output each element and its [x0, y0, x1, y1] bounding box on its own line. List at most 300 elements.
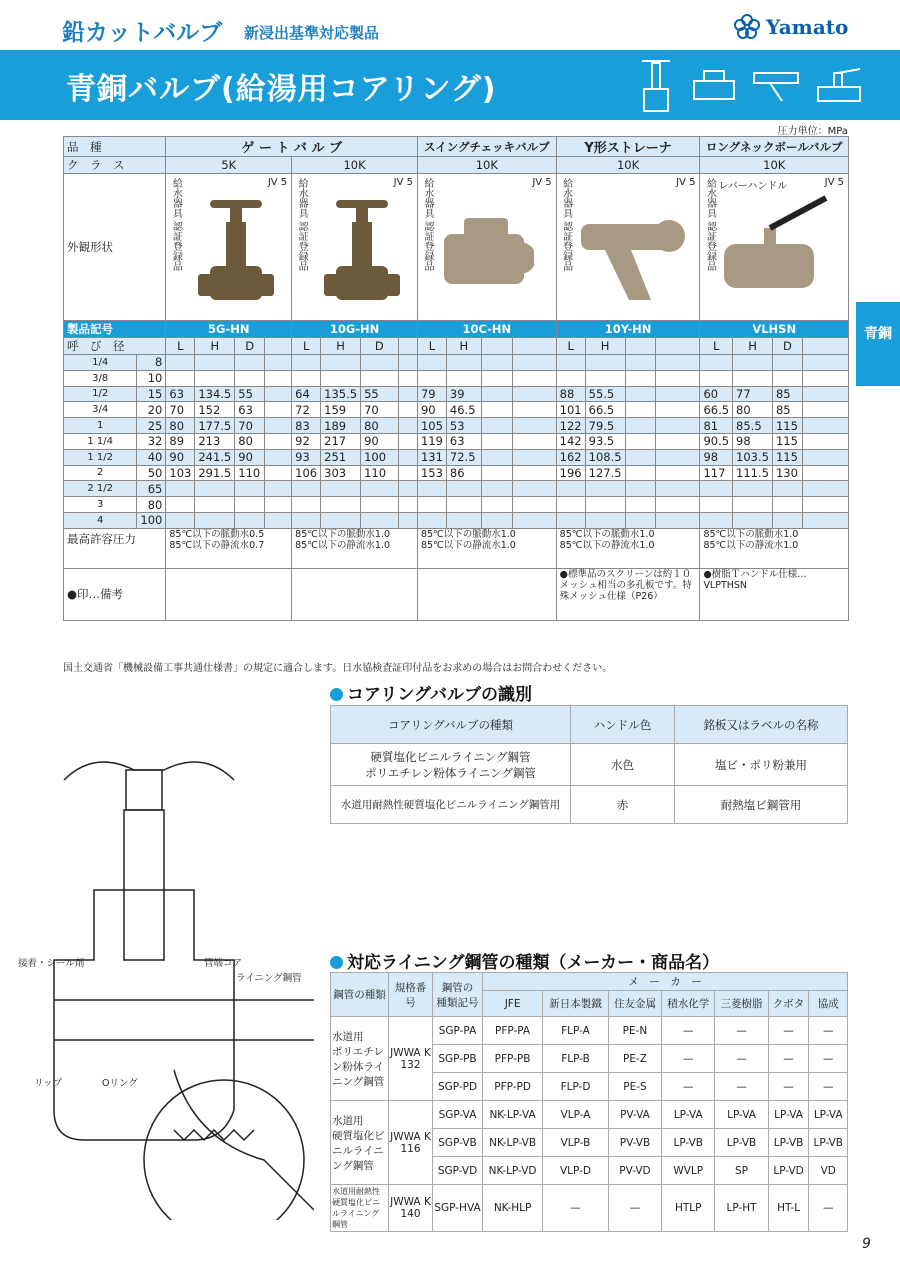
- maker-header: 新日本製鐵: [543, 991, 609, 1017]
- label-oring: Oリング: [102, 1078, 138, 1089]
- pipe-cell: WVLP: [662, 1157, 715, 1185]
- dim-value: 80: [733, 402, 773, 418]
- col-header: ハンドル色: [571, 706, 675, 744]
- pipe-cell: HT-L: [768, 1185, 809, 1232]
- size-row: [64, 370, 849, 386]
- dim-header: H: [195, 338, 235, 355]
- size-rows: [64, 355, 849, 529]
- dim-value: 89: [166, 433, 195, 449]
- dim-value: 100: [361, 449, 399, 465]
- class-value: 5K: [166, 157, 292, 174]
- photo-cell: [700, 174, 849, 321]
- dim-value: 251: [321, 449, 361, 465]
- dim-value: 90.5: [700, 433, 733, 449]
- class-value: 10K: [556, 157, 700, 174]
- dim-value: 110: [235, 465, 265, 481]
- size-mm: 32: [137, 433, 166, 449]
- pipe-cell: VLP-A: [543, 1101, 609, 1129]
- dim-value: 93: [292, 449, 321, 465]
- coring-table: [330, 705, 848, 824]
- pipe-cell: —: [809, 1017, 848, 1045]
- max-pressure: 85℃以下の脈動水0.5 85℃以下の静流水0.7: [166, 528, 292, 568]
- dim-value: 79.5: [585, 418, 625, 434]
- pipe-cell: PFP-PA: [483, 1017, 543, 1045]
- dim-value: 90: [166, 449, 195, 465]
- pipes-heading-text: 対応ライニング鋼管の種類（メーカー・商品名）: [347, 953, 720, 973]
- dim-value: 103.5: [733, 449, 773, 465]
- row-label-seihin: 製品記号: [64, 321, 166, 338]
- row-label-maxp: 最高許容圧力: [64, 528, 166, 568]
- dim-value: 60: [700, 386, 733, 402]
- dim-value: 86: [446, 465, 481, 481]
- jv-label: JV 5: [532, 177, 552, 188]
- size-inch: 1: [64, 418, 137, 434]
- pipe-cell: LP-VD: [768, 1157, 809, 1185]
- product-code: VLHSN: [700, 321, 849, 338]
- pipe-cell: PV-VD: [608, 1157, 661, 1185]
- size-mm: 40: [137, 449, 166, 465]
- dim-header: L: [292, 338, 321, 355]
- pipe-cell: SGP-PD: [433, 1073, 483, 1101]
- row-label-hinshu: 品 種: [64, 137, 166, 157]
- pipe-cell: SGP-PB: [433, 1045, 483, 1073]
- pipe-cell: —: [809, 1045, 848, 1073]
- dim-value: 115: [772, 449, 802, 465]
- pipe-cell: LP-VA: [662, 1101, 715, 1129]
- dim-header: H: [585, 338, 625, 355]
- size-inch: 1 1/2: [64, 449, 137, 465]
- pipe-cell: —: [608, 1185, 661, 1232]
- jv-label: JV 5: [393, 177, 413, 188]
- dim-value: [625, 433, 656, 449]
- dim-value: 130: [772, 465, 802, 481]
- pipe-cell: PV-VB: [608, 1129, 661, 1157]
- dim-value: 55.5: [585, 386, 625, 402]
- product-code: 10C-HN: [417, 321, 556, 338]
- label-pipe: ライニング鋼管: [236, 973, 302, 984]
- valve-thumbnails: [636, 50, 864, 120]
- size-row: [64, 433, 849, 449]
- gate-valve-photo: [196, 194, 276, 314]
- dim-value: 80: [235, 433, 265, 449]
- dim-value: 98: [733, 433, 773, 449]
- type-check: スイングチェッキバルブ: [417, 137, 556, 157]
- dim-value: 63: [166, 386, 195, 402]
- pipe-cell: PFP-PB: [483, 1045, 543, 1073]
- ball-valve-icon: [814, 63, 864, 107]
- dim-header: L: [166, 338, 195, 355]
- size-inch: 3/4: [64, 402, 137, 418]
- size-mm: 20: [137, 402, 166, 418]
- maker-header: 三菱樹脂: [715, 991, 768, 1017]
- dim-value: 53: [446, 418, 481, 434]
- pipe-cell: VLP-B: [543, 1129, 609, 1157]
- standard-no: JWWA K 140: [389, 1185, 433, 1232]
- dim-value: 152: [195, 402, 235, 418]
- series-title: 鉛カットバルブ: [62, 20, 223, 46]
- max-pressure: 85℃以下の脈動水1.0 85℃以下の静流水1.0: [417, 528, 556, 568]
- size-inch: 3: [64, 497, 137, 513]
- flower-icon: [734, 14, 760, 40]
- pipe-cell: —: [715, 1045, 768, 1073]
- pipe-type: 水道用 ポリエチレン粉体ライニング鋼管: [331, 1017, 389, 1101]
- size-inch: 2: [64, 465, 137, 481]
- check-valve-icon: [690, 65, 738, 105]
- dim-header: L: [417, 338, 446, 355]
- maker-header: 積水化学: [662, 991, 715, 1017]
- dim-value: 93.5: [585, 433, 625, 449]
- label-core: 管端コア: [204, 958, 243, 969]
- size-mm: 10: [137, 370, 166, 386]
- size-row: [64, 402, 849, 418]
- dim-header: D: [235, 338, 265, 355]
- footnote: 国土交通省「機械設備工事共通仕様書」の規定に適合します。日水協検査証印付品をお求めの場合はお問合わせください。: [63, 663, 613, 674]
- size-mm: 25: [137, 418, 166, 434]
- dim-value: [481, 449, 512, 465]
- pipe-cell: PE-S: [608, 1073, 661, 1101]
- dim-value: 85: [772, 402, 802, 418]
- pipe-cell: SGP-HVA: [433, 1185, 483, 1232]
- pipe-cell: LP-VB: [662, 1129, 715, 1157]
- pipe-cell: PE-Z: [608, 1045, 661, 1073]
- size-row: [64, 465, 849, 481]
- pipe-cell: SGP-VD: [433, 1157, 483, 1185]
- max-pressure: 85℃以下の脈動水1.0 85℃以下の静流水1.0: [556, 528, 700, 568]
- pipe-cell: NK-LP-VA: [483, 1101, 543, 1129]
- jv-label: JV 5: [824, 177, 844, 188]
- dim-value: 90: [235, 449, 265, 465]
- dim-value: [625, 418, 656, 434]
- pipe-cell: —: [809, 1185, 848, 1232]
- size-mm: 100: [137, 512, 166, 528]
- dim-value: 115: [772, 418, 802, 434]
- pipe-cell: NK-LP-VD: [483, 1157, 543, 1185]
- col-header: 銘板又はラベルの名称: [675, 706, 848, 744]
- standard-no: JWWA K 116: [389, 1101, 433, 1185]
- class-value: 10K: [417, 157, 556, 174]
- size-mm: 80: [137, 497, 166, 513]
- pipe-cell: VD: [809, 1157, 848, 1185]
- dim-value: 117: [700, 465, 733, 481]
- dim-value: 291.5: [195, 465, 235, 481]
- photo-cell: [292, 174, 418, 321]
- cert-label: 給水器具 認証登録品: [560, 178, 572, 272]
- pipe-cell: LP-HT: [715, 1185, 768, 1232]
- pipe-cell: LP-VB: [715, 1129, 768, 1157]
- top-band: [0, 0, 900, 50]
- check-valve-photo: [434, 204, 534, 314]
- side-tab: 青銅: [856, 302, 900, 386]
- dim-value: 153: [417, 465, 446, 481]
- dim-value: 134.5: [195, 386, 235, 402]
- cell: 耐熱塩ビ鋼管用: [675, 786, 848, 824]
- dim-value: 83: [292, 418, 321, 434]
- pipe-cell: —: [662, 1073, 715, 1101]
- pipe-cell: —: [809, 1073, 848, 1101]
- remark: ●標準品のスクリーンは約１０メッシュ相当の多孔板です。特殊メッシュ仕様（P26）: [556, 568, 700, 620]
- photo-cell: [417, 174, 556, 321]
- dim-value: 101: [556, 402, 585, 418]
- col-header: コアリングバルブの種類: [331, 706, 571, 744]
- size-mm: 65: [137, 481, 166, 497]
- photo-cell: [556, 174, 700, 321]
- pipe-cell: —: [543, 1185, 609, 1232]
- pipe-cell: PV-VA: [608, 1101, 661, 1129]
- size-row: [64, 512, 849, 528]
- dim-value: 70: [235, 418, 265, 434]
- coring-heading: [330, 680, 532, 705]
- size-inch: 3/8: [64, 370, 137, 386]
- strainer-photo: [575, 204, 685, 314]
- size-inch: 2 1/2: [64, 481, 137, 497]
- cell: 塩ビ・ポリ粉兼用: [675, 744, 848, 786]
- dim-value: 110: [361, 465, 399, 481]
- row-label-gaikan: 外観形状: [64, 174, 166, 321]
- size-mm: 15: [137, 386, 166, 402]
- col-header: 鋼管の種類: [331, 973, 389, 1017]
- cell: 水色: [571, 744, 675, 786]
- page-number: 9: [862, 1236, 871, 1252]
- remark: ●樹脂Ｔハンドル仕様…VLPTHSN: [700, 568, 849, 620]
- dim-value: 162: [556, 449, 585, 465]
- dim-header: D: [772, 338, 802, 355]
- dim-header: L: [556, 338, 585, 355]
- cert-label: 給水器具 認証登録品: [421, 178, 433, 272]
- pipe-cell: FLP-D: [543, 1073, 609, 1101]
- dim-value: 64: [292, 386, 321, 402]
- lever-label: レバーハンドル: [718, 181, 788, 192]
- product-code: 10G-HN: [292, 321, 418, 338]
- brand-logo: [734, 14, 848, 40]
- dim-value: 98: [700, 449, 733, 465]
- pipe-cell: LP-VA: [768, 1101, 809, 1129]
- dim-value: 115: [772, 433, 802, 449]
- dim-value: 177.5: [195, 418, 235, 434]
- size-row: [64, 481, 849, 497]
- pipe-cell: SGP-PA: [433, 1017, 483, 1045]
- col-header: メ ー カ ー: [483, 973, 848, 991]
- series-subtitle: 新浸出基準対応製品: [244, 24, 380, 42]
- dim-value: 108.5: [585, 449, 625, 465]
- class-value: 10K: [292, 157, 418, 174]
- coring-diagram: [14, 740, 314, 1224]
- dim-header: H: [446, 338, 481, 355]
- bullet-icon: [330, 956, 343, 969]
- dim-value: 217: [321, 433, 361, 449]
- pipe-cell: FLP-B: [543, 1045, 609, 1073]
- pipes-heading: [330, 948, 719, 973]
- type-strainer: Y形ストレーナ: [556, 137, 700, 157]
- size-row: [64, 418, 849, 434]
- dim-value: [625, 386, 656, 402]
- pipe-type: 水道用耐熱性硬質塩化ビニルライニング鋼管: [331, 1185, 389, 1232]
- dim-value: 80: [166, 418, 195, 434]
- jv-label: JV 5: [676, 177, 696, 188]
- bullet-icon: [330, 688, 343, 701]
- dim-value: 63: [235, 402, 265, 418]
- dim-value: 135.5: [321, 386, 361, 402]
- pipes-table: [330, 972, 848, 1232]
- pipe-cell: PE-N: [608, 1017, 661, 1045]
- pipe-cell: FLP-A: [543, 1017, 609, 1045]
- dim-value: 55: [361, 386, 399, 402]
- dim-value: 66.5: [700, 402, 733, 418]
- dim-value: 55: [235, 386, 265, 402]
- photo-cell: [166, 174, 292, 321]
- ball-valve-photo: [720, 188, 830, 298]
- cert-label: 給水器具 認証登録品: [170, 178, 182, 272]
- dim-value: 92: [292, 433, 321, 449]
- dim-value: 72.5: [446, 449, 481, 465]
- dim-value: 119: [417, 433, 446, 449]
- dim-value: 85: [772, 386, 802, 402]
- dim-value: 105: [417, 418, 446, 434]
- pipe-cell: —: [715, 1073, 768, 1101]
- dim-value: 77: [733, 386, 773, 402]
- dim-value: 103: [166, 465, 195, 481]
- row-label-class: ク ラ ス: [64, 157, 166, 174]
- max-pressure: 85℃以下の脈動水1.0 85℃以下の静流水1.0: [700, 528, 849, 568]
- dim-value: 189: [321, 418, 361, 434]
- standard-no: JWWA K 132: [389, 1017, 433, 1101]
- size-row: [64, 386, 849, 402]
- dim-value: 303: [321, 465, 361, 481]
- col-header: 規格番号: [389, 973, 433, 1017]
- dim-value: 70: [361, 402, 399, 418]
- size-inch: 1/2: [64, 386, 137, 402]
- pipe-type: 水道用 硬質塩化ビニルライニング鋼管: [331, 1101, 389, 1185]
- dim-value: 72: [292, 402, 321, 418]
- pipe-cell: —: [662, 1045, 715, 1073]
- dim-value: 213: [195, 433, 235, 449]
- type-gate: ゲ ー ト バ ル ブ: [166, 137, 418, 157]
- coring-heading-text: コアリングバルブの識別: [347, 685, 532, 705]
- pipe-cell: SGP-VB: [433, 1129, 483, 1157]
- dim-value: 90: [417, 402, 446, 418]
- gate-valve-icon: [636, 55, 676, 115]
- pipe-cell: SP: [715, 1157, 768, 1185]
- product-code: 10Y-HN: [556, 321, 700, 338]
- dim-value: [481, 433, 512, 449]
- dim-value: 142: [556, 433, 585, 449]
- cell: 水道用耐熱性硬質塩化ビニルライニング鋼管用: [331, 786, 571, 824]
- remark: [292, 568, 418, 620]
- dim-value: [481, 386, 512, 402]
- class-value: 10K: [700, 157, 849, 174]
- dim-value: 196: [556, 465, 585, 481]
- dim-value: [625, 465, 656, 481]
- pipe-cell: LP-VB: [809, 1129, 848, 1157]
- cell: 赤: [571, 786, 675, 824]
- size-row: [64, 497, 849, 513]
- dim-value: 81: [700, 418, 733, 434]
- maker-header: JFE: [483, 991, 543, 1017]
- dim-value: 85.5: [733, 418, 773, 434]
- col-header: 鋼管の 種類記号: [433, 973, 483, 1017]
- max-pressure: 85℃以下の脈動水1.0 85℃以下の静流水1.0: [292, 528, 418, 568]
- pipe-cell: NK-LP-VB: [483, 1129, 543, 1157]
- dim-value: [481, 465, 512, 481]
- product-code: 5G-HN: [166, 321, 292, 338]
- dim-value: 66.5: [585, 402, 625, 418]
- type-ball: ロングネックボールバルブ: [700, 137, 849, 157]
- remark: [166, 568, 292, 620]
- strainer-icon: [752, 65, 800, 105]
- pipe-cell: —: [768, 1045, 809, 1073]
- pipe-cell: PFP-PD: [483, 1073, 543, 1101]
- dim-header: H: [321, 338, 361, 355]
- pipe-cell: NK-HLP: [483, 1185, 543, 1232]
- dim-value: 241.5: [195, 449, 235, 465]
- size-inch: 4: [64, 512, 137, 528]
- dim-value: 80: [361, 418, 399, 434]
- page-title: 青銅バルブ(給湯用コアリング): [66, 72, 497, 107]
- dim-header: L: [700, 338, 733, 355]
- gate-valve-photo: [322, 194, 402, 314]
- size-mm: 50: [137, 465, 166, 481]
- size-inch: 1/4: [64, 355, 137, 371]
- dim-value: 111.5: [733, 465, 773, 481]
- pipe-cell: VLP-D: [543, 1157, 609, 1185]
- dim-value: 106: [292, 465, 321, 481]
- label-sealant: 接着・シール剤: [18, 958, 85, 969]
- remark: [417, 568, 556, 620]
- pipe-cell: —: [768, 1073, 809, 1101]
- dim-value: 88: [556, 386, 585, 402]
- maker-header: 住友金属: [608, 991, 661, 1017]
- row-label-bikou: ●印…備考: [64, 568, 166, 620]
- dim-header: H: [733, 338, 773, 355]
- dim-value: [481, 402, 512, 418]
- size-inch: 1 1/4: [64, 433, 137, 449]
- dim-value: [481, 418, 512, 434]
- dim-value: 127.5: [585, 465, 625, 481]
- size-mm: 8: [137, 355, 166, 371]
- pipe-cell: LP-VA: [809, 1101, 848, 1129]
- dim-value: 46.5: [446, 402, 481, 418]
- pressure-unit: 圧力単位：MPa: [777, 126, 848, 137]
- dim-value: [625, 402, 656, 418]
- pipe-cell: LP-VA: [715, 1101, 768, 1129]
- pipe-cell: —: [768, 1017, 809, 1045]
- size-row: [64, 355, 849, 371]
- brand-name: Yamato: [766, 15, 849, 39]
- maker-header: クボタ: [768, 991, 809, 1017]
- cert-label: 給水器具 認証登録品: [704, 178, 716, 272]
- cert-label: 給水器具 認証登録品: [296, 178, 308, 272]
- dim-value: 70: [166, 402, 195, 418]
- dim-header: D: [361, 338, 399, 355]
- dim-value: 159: [321, 402, 361, 418]
- pipe-cell: —: [715, 1017, 768, 1045]
- pipe-cell: —: [662, 1017, 715, 1045]
- dim-value: [625, 449, 656, 465]
- row-label-yobi: 呼 び 径: [64, 338, 166, 355]
- jv-label: JV 5: [267, 177, 288, 188]
- title-band: [0, 50, 900, 120]
- dim-value: 39: [446, 386, 481, 402]
- maker-header: 協成: [809, 991, 848, 1017]
- cell: 硬質塩化ビニルライニング鋼管 ポリエチレン粉体ライニング鋼管: [331, 744, 571, 786]
- dim-value: 122: [556, 418, 585, 434]
- spec-table: [63, 136, 849, 621]
- pipe-cell: HTLP: [662, 1185, 715, 1232]
- pipe-cell: LP-VB: [768, 1129, 809, 1157]
- dim-value: 63: [446, 433, 481, 449]
- dim-value: 79: [417, 386, 446, 402]
- pipe-cell: SGP-VA: [433, 1101, 483, 1129]
- dim-value: 90: [361, 433, 399, 449]
